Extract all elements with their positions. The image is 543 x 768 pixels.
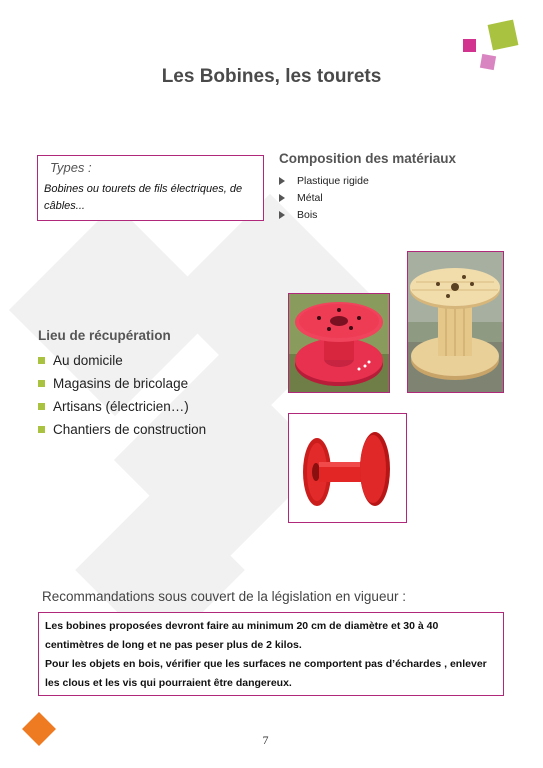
list-item: Magasins de bricolage (38, 372, 278, 395)
page-number: 7 (262, 733, 269, 747)
list-item: Bois (279, 206, 519, 223)
types-heading: Types : (50, 160, 92, 175)
recommandations-paragraph: Pour les objets en bois, vérifier que les surfaces ne comportent pas d’échardes , enlever les clous et les vis qui pourraient être dangereux. (45, 658, 487, 689)
list-item: Artisans (électricien…) (38, 395, 278, 418)
red-spool-illustration (289, 414, 406, 522)
photo-wooden-reel (407, 251, 504, 393)
triangle-bullet-icon (279, 194, 285, 202)
square-bullet-icon (38, 357, 45, 364)
square-bullet-icon (38, 426, 45, 433)
logo-square-green (488, 20, 519, 51)
composition-heading: Composition des matériaux (279, 151, 457, 166)
list-item: Chantiers de construction (38, 418, 278, 441)
page-title: Les Bobines, les tourets (161, 66, 382, 87)
logo-square-pink (463, 39, 476, 52)
red-reel-illustration (289, 294, 389, 392)
composition-list (279, 172, 519, 223)
triangle-bullet-icon (279, 211, 285, 219)
recommandations-paragraph: Les bobines proposées devront faire au minimum 20 cm de diamètre et 30 à 40 centimètres de long et ne pas peser plus de 2 kilos. (45, 620, 439, 651)
photo-red-spool (288, 413, 407, 523)
square-bullet-icon (38, 403, 45, 410)
wooden-reel-illustration (408, 252, 503, 392)
types-text: Bobines ou tourets de fils électriques, de câbles... (44, 183, 243, 212)
photo-red-reel (288, 293, 390, 393)
types-box (37, 155, 264, 221)
square-bullet-icon (38, 380, 45, 387)
lieu-heading: Lieu de récupération (38, 328, 171, 343)
list-item: Métal (279, 189, 519, 206)
lieu-list (38, 349, 278, 441)
list-item: Plastique rigide (279, 172, 519, 189)
list-item: Au domicile (38, 349, 278, 372)
recommandations-box (38, 612, 504, 696)
triangle-bullet-icon (279, 177, 285, 185)
recommandations-heading: Recommandations sous couvert de la législation en vigueur : (42, 589, 406, 604)
composition-section (279, 151, 519, 223)
lieu-section (38, 328, 278, 441)
